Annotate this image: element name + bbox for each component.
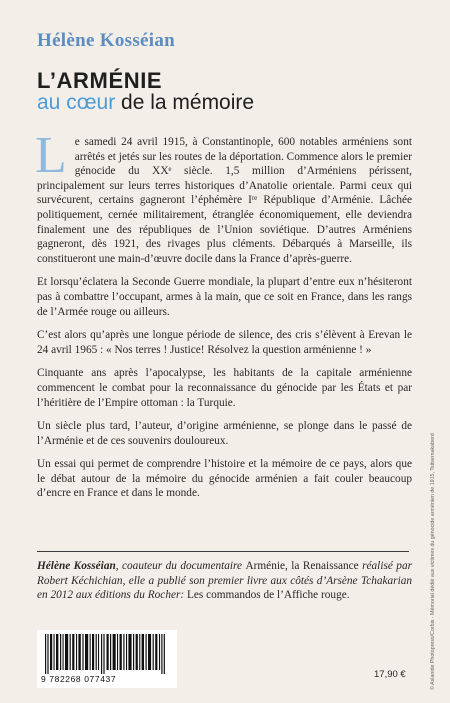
book-title-line-1: L’ARMÉNIE — [37, 68, 163, 93]
drop-cap: L — [35, 127, 67, 184]
blurb — [35, 127, 412, 510]
title-accent: au cœur — [37, 91, 116, 114]
blurb-paragraph-5: Un siècle plus tard, l’auteur, d’origine arménienne, se plonge dans le passé de l’Arménie et de ces souvenirs douloureux. — [37, 420, 412, 447]
bio-text-1: , coauteur du documentaire — [115, 560, 246, 572]
book-title-line-2 — [37, 91, 254, 115]
divider — [37, 551, 409, 552]
barcode-bars — [45, 634, 169, 674]
blurb-paragraph-2: Et lorsqu’éclatera la Seconde Guerre mondiale, la plupart d’entre eux n’hésiteront pas à combattre l’occupant, armes à la main, que ce soit en France, dans les rangs de l’Armée rouge ou ailleurs. — [37, 276, 412, 318]
bio-book-title: Les commandos de l’Affiche rouge. — [186, 589, 350, 602]
bio-author-name: Hélène Kosséian — [37, 560, 116, 572]
blurb-paragraph-1 — [35, 127, 412, 266]
author-name: Hélène Kosséian — [37, 30, 176, 51]
price: 17,90 € — [374, 669, 406, 680]
barcode — [37, 630, 177, 688]
bio-text-2: réalisé par Robert Kéchichian, elle a publié son premier livre aux côtés d’Arsène Tchakarian en 2012 aux éditions du Rocher: — [37, 560, 412, 602]
author-bio — [37, 559, 412, 603]
bio-doc-title: Arménie, la Renaissance — [245, 560, 359, 572]
blurb-paragraph-6: Un essai qui permet de comprendre l’histoire et la mémoire de ce pays, alors que le débat autour de la mémoire du génocide arménien a fait couler beaucoup d’encre en France et dans le monde. — [37, 458, 412, 500]
blurb-paragraph-3: C’est alors qu’après une longue période de silence, des cris s’élèvent à Erevan le 24 avril 1965 : « Nos terres ! Justice! Résolvez la question arménienne ! » — [37, 329, 412, 356]
title-rest: de la mémoire — [115, 91, 255, 114]
photo-credit: © Aslanide Photopress/Corbis · Mémorial dédié aux victimes du génocide arménien de 1915, Tsitsernakaberd — [430, 433, 436, 690]
barcode-number: 9 782268 077437 — [41, 674, 117, 684]
blurb-paragraph-4: Cinquante ans après l’apocalypse, les habitants de la capitale arménienne commencent le combat pour la reconnaissance du génocide par les États et par l’héritière de l’Empire ottoman : la Turquie. — [37, 367, 412, 409]
blurb-paragraph-1-text: e samedi 24 avril 1915, à Constantinople, 600 notables arméniens sont arrêtés et jetés sur les routes de la déportation. Commence alors le premier génocide du XXᵉ siècle. 1,5 million d’Arméniens périssent, principalement sur leurs terres historiques d’Anatolie orientale. Parmi ceux qui survécurent, certains gagneront l’éphémère Iʳᵉ République d’Arménie. Lâchée politiquement, cernée militairement, étranglée économiquement, elle deviendra finalement une des républiques de l’Union soviétique. D’autres Arméniens gagneront, dès 1921, des rivages plus cléments. Débarqués à Marseille, ils constitueront une main-d’œuvre docile dans la France d’après-guerre. — [37, 136, 412, 265]
